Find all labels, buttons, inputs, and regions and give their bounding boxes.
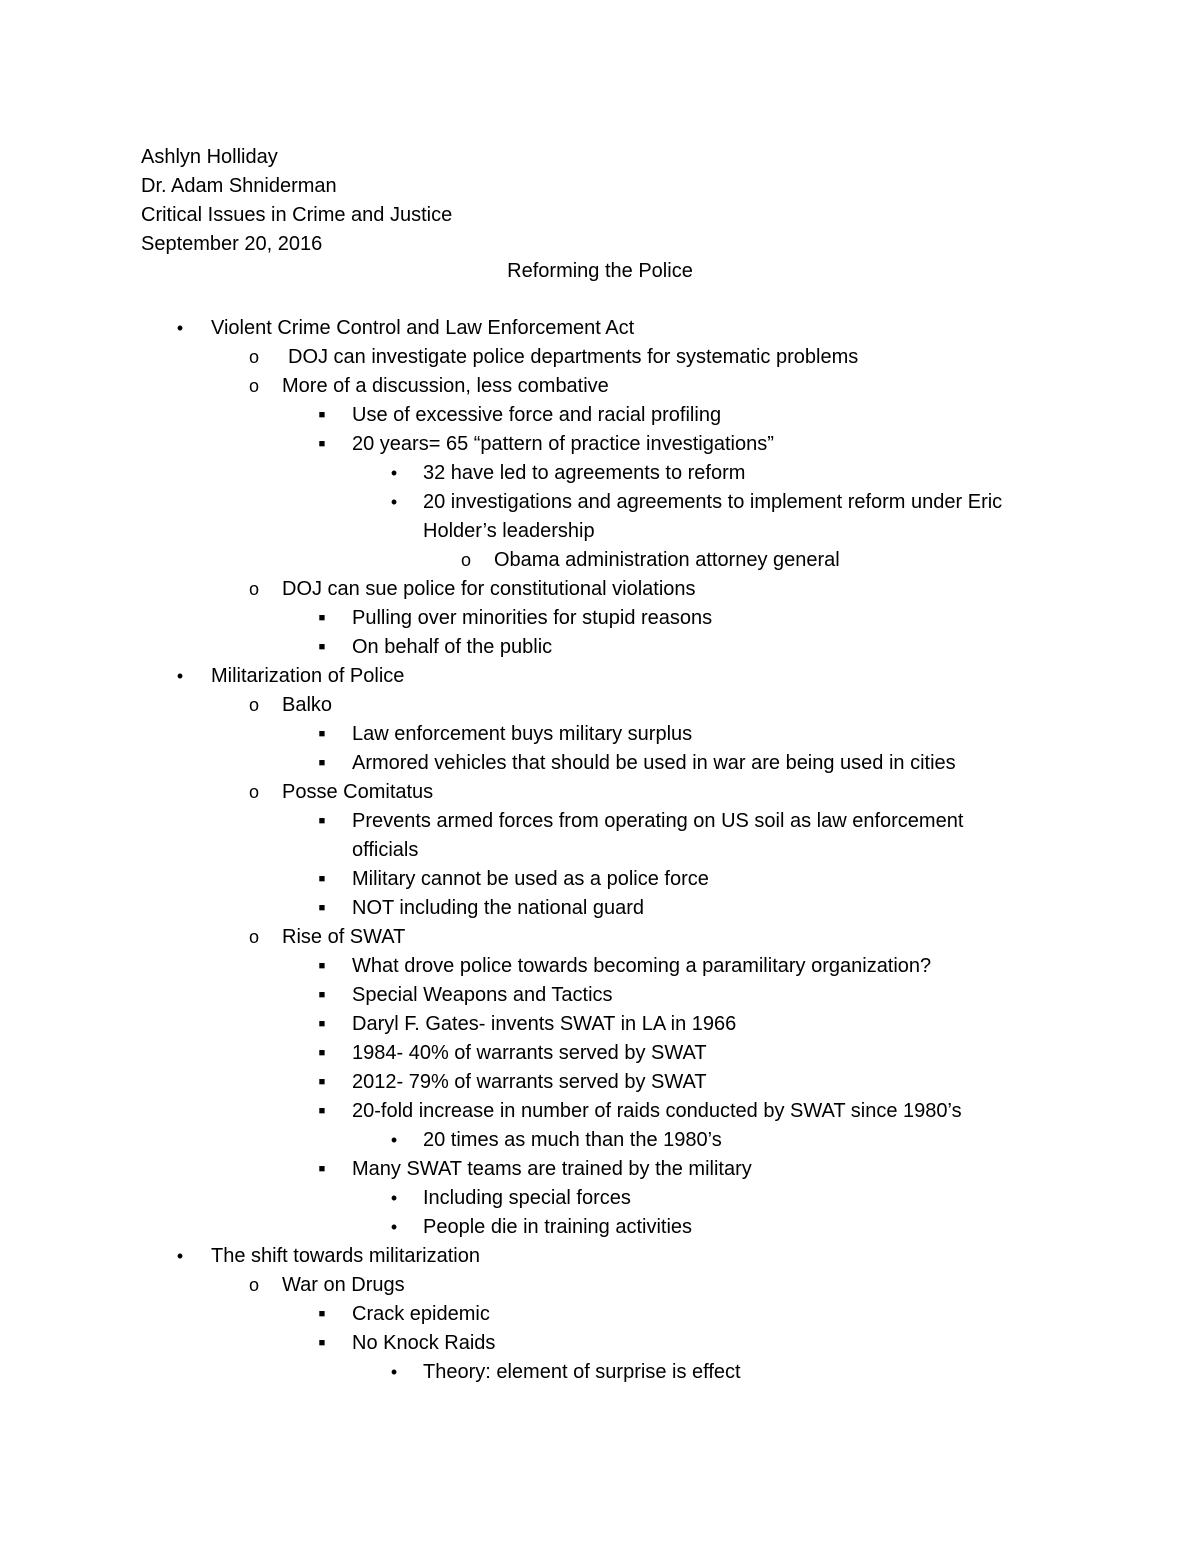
document-header [141,143,452,259]
outline-item [0,1126,1200,1155]
outline-item [0,430,1200,459]
circle-bullet-icon: o [248,376,259,396]
square-bullet-icon: ■ [318,612,326,624]
outline-item [0,1358,1200,1387]
outline-item-text: No Knock Raids [352,1332,496,1354]
outline-item [0,633,1200,662]
square-bullet-icon: ■ [318,989,326,1001]
disc-bullet-icon: • [390,1362,398,1382]
outline-item [0,314,1200,343]
outline-item-text: DOJ can sue police for constitutional violations [282,578,696,600]
instructor-name: Dr. Adam Shniderman [141,175,337,197]
square-bullet-icon: ■ [318,1105,326,1117]
disc-bullet-icon: • [176,666,184,686]
outline-item [0,778,1200,807]
outline-item [0,865,1200,894]
square-bullet-icon: ■ [318,409,326,421]
square-bullet-icon: ■ [318,1047,326,1059]
outline-item [0,343,1200,372]
disc-bullet-icon: • [176,318,184,338]
outline-item-text: Theory: element of surprise is effect [423,1361,741,1383]
outline-item-text: 32 have led to agreements to reform [423,462,746,484]
outline-item [0,981,1200,1010]
outline-item-text: Militarization of Police [211,665,405,687]
outline-item-text: Violent Crime Control and Law Enforcement Act [211,317,635,339]
outline-item [0,1039,1200,1068]
circle-bullet-icon: o [248,579,259,599]
outline-item [0,1010,1200,1039]
outline-item-text: On behalf of the public [352,636,553,658]
outline-item [0,401,1200,430]
disc-bullet-icon: • [390,1130,398,1150]
outline-item-text: Including special forces [423,1187,631,1209]
outline-item [0,604,1200,633]
circle-bullet-icon: o [248,347,259,367]
outline-item-text: Crack epidemic [352,1303,490,1325]
square-bullet-icon: ■ [318,757,326,769]
outline-item-text: Rise of SWAT [282,926,406,948]
outline-item [0,546,1200,575]
outline-item [0,372,1200,401]
outline-item-text: Posse Comitatus [282,781,434,803]
outline-item-text: 20-fold increase in number of raids conducted by SWAT since 1980’s [352,1100,962,1122]
disc-bullet-icon: • [390,1188,398,1208]
outline-item-text: Pulling over minorities for stupid reasons [352,607,713,629]
square-bullet-icon: ■ [318,438,326,450]
square-bullet-icon: ■ [318,815,326,827]
circle-bullet-icon: o [460,550,471,570]
outline-item-text: 1984- 40% of warrants served by SWAT [352,1042,707,1064]
circle-bullet-icon: o [248,782,259,802]
square-bullet-icon: ■ [318,873,326,885]
outline-item-text: War on Drugs [282,1274,405,1296]
square-bullet-icon: ■ [318,1076,326,1088]
disc-bullet-icon: • [390,492,398,512]
disc-bullet-icon: • [390,463,398,483]
square-bullet-icon: ■ [318,960,326,972]
document-date: September 20, 2016 [141,233,323,255]
outline-item-text: Special Weapons and Tactics [352,984,613,1006]
notes-outline [0,314,1200,1387]
outline-item-text: The shift towards militarization [211,1245,480,1267]
outline-item-text: Use of excessive force and racial profiling [352,404,722,426]
square-bullet-icon: ■ [318,1337,326,1349]
square-bullet-icon: ■ [318,902,326,914]
course-name: Critical Issues in Crime and Justice [141,204,453,226]
circle-bullet-icon: o [248,1275,259,1295]
outline-item [0,1271,1200,1300]
outline-item [0,1329,1200,1358]
outline-item-text: More of a discussion, less combative [282,375,609,397]
outline-item [0,952,1200,981]
outline-item [0,807,1200,865]
outline-item-text: Daryl F. Gates- invents SWAT in LA in 1966 [352,1013,737,1035]
outline-item [0,1213,1200,1242]
outline-item-text: Balko [282,694,333,716]
outline-item-text: 20 years= 65 “pattern of practice investigations” [352,433,774,455]
outline-item [0,749,1200,778]
outline-item [0,894,1200,923]
circle-bullet-icon: o [248,927,259,947]
outline-item [0,691,1200,720]
outline-item [0,488,1200,546]
outline-item-text: NOT including the national guard [352,897,645,919]
outline-item [0,1068,1200,1097]
outline-item [0,923,1200,952]
outline-item-text: Many SWAT teams are trained by the military [352,1158,752,1180]
square-bullet-icon: ■ [318,1018,326,1030]
outline-item-text: Military cannot be used as a police force [352,868,709,890]
outline-item [0,662,1200,691]
outline-item-text: 20 investigations and agreements to implement reform under Eric Holder’s leadership [423,491,1003,542]
outline-item-text: What drove police towards becoming a paramilitary organization? [352,955,932,977]
document-title: Reforming the Police [507,260,693,282]
outline-item-text: DOJ can investigate police departments for systematic problems [288,346,859,368]
outline-item [0,1184,1200,1213]
outline-item [0,459,1200,488]
square-bullet-icon: ■ [318,728,326,740]
outline-item-text: 20 times as much than the 1980’s [423,1129,722,1151]
outline-item-text: Law enforcement buys military surplus [352,723,693,745]
square-bullet-icon: ■ [318,1308,326,1320]
square-bullet-icon: ■ [318,1163,326,1175]
square-bullet-icon: ■ [318,641,326,653]
outline-item-text: Armored vehicles that should be used in war are being used in cities [352,752,956,774]
student-name: Ashlyn Holliday [141,146,278,168]
outline-item [0,1300,1200,1329]
outline-item [0,1097,1200,1126]
outline-item [0,575,1200,604]
outline-item [0,720,1200,749]
outline-item-text: 2012- 79% of warrants served by SWAT [352,1071,707,1093]
outline-item [0,1155,1200,1184]
disc-bullet-icon: • [176,1246,184,1266]
outline-item-text: Prevents armed forces from operating on US soil as law enforcement officials [352,810,964,861]
circle-bullet-icon: o [248,695,259,715]
outline-item-text: People die in training activities [423,1216,693,1238]
disc-bullet-icon: • [390,1217,398,1237]
outline-item-text: Obama administration attorney general [494,549,840,571]
outline-item [0,1242,1200,1271]
